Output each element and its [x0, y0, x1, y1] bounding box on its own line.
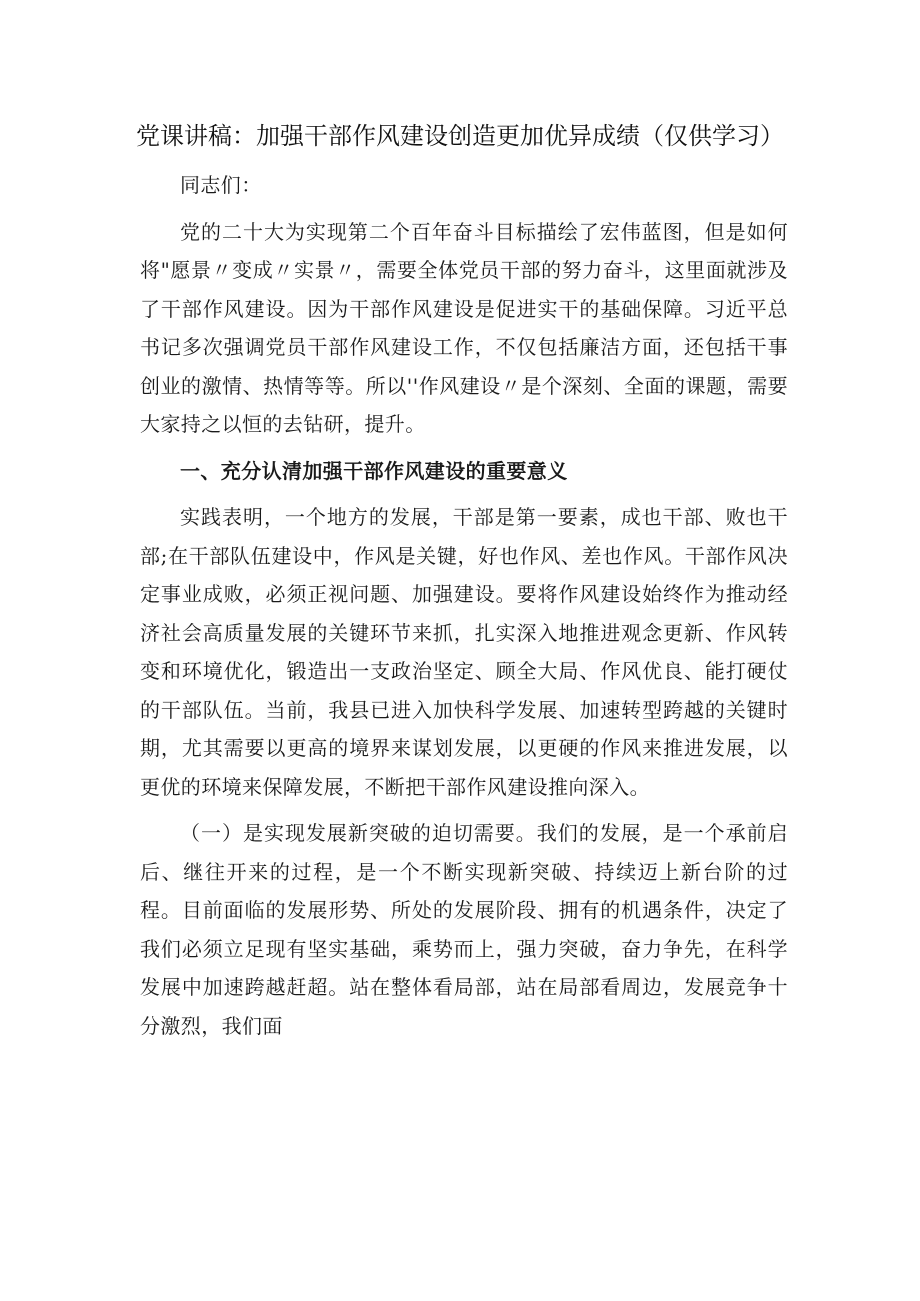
paragraph-subsection-1: （一）是实现发展新突破的迫切需要。我们的发展，是一个承前启后、继往开来的过程，是一个不断实现新突破、持续迈上新台阶的过程。目前面临的发展形势、所处的发展阶段、拥有的机遇条件，决定了我们必须立足现有坚实基础，乘势而上，强力突破，奋力争先，在科学发展中加速跨越赶超。站在整体看局部，站在局部看周边，发展竞争十分激烈，我们面 [140, 821, 788, 1038]
document-body [140, 166, 788, 1045]
salutation: 同志们： [180, 173, 262, 197]
paragraph-intro: 党的二十大为实现第二个百年奋斗目标描绘了宏伟蓝图，但是如何将"愿景〃变成〃实景〃，需要全体党员干部的努力奋斗，这里面就涉及了干部作风建设。因为干部作风建设是促进实干的基础保障。习近平总书记多次强调党员干部作风建设工作，不仅包括廉洁方面，还包括干事创业的激情、热情等等。所以''作风建设〃是个深刻、全面的课题，需要大家持之以恒的去钻研，提升。 [140, 219, 788, 436]
paragraph-practice: 实践表明，一个地方的发展，干部是第一要素，成也干部、败也干部;在干部队伍建设中，作风是关键，好也作风、差也作风。干部作风决定事业成败，必须正视问题、加强建设。要将作风建设始终作为推动经济社会高质量发展的关键环节来抓，扎实深入地推进观念更新、作风转变和环境优化，锻造出一支政治坚定、顾全大局、作风优良、能打硬仗的干部队伍。当前，我县已进入加快科学发展、加速转型跨越的关键时期，尤其需要以更高的境界来谋划发展，以更硬的作风来推进发展，以更优的环境来保障发展，不断把干部作风建设推向深入。 [140, 505, 788, 799]
document-title: 党课讲稿：加强干部作风建设创造更加优异成绩（仅供学习） [136, 122, 784, 150]
section-heading: 一、充分认清加强干部作风建设的重要意义 [180, 458, 568, 483]
